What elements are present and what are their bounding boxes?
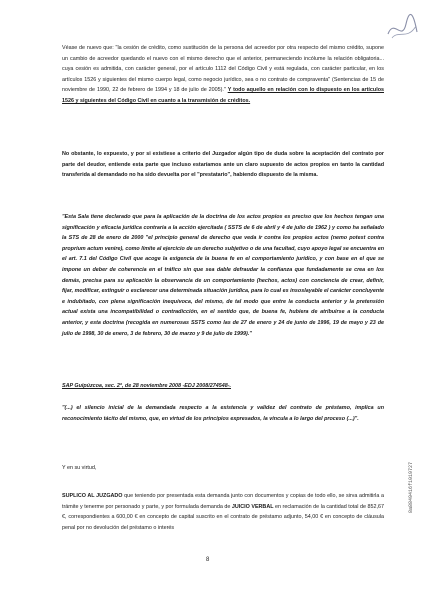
paragraph-cession-emphasis: Y todo aquello en relación con lo dispuesto en los artículos 1526 y siguientes del Código Civil en cuanto a la transmisión de créditos. bbox=[62, 87, 384, 104]
suplico-text-a: que teniendo por presentada esta demanda junto con documentos y copias de todo ello, se sirva admitirla a trámite y tenerme por personado y parte, y por formulada demanda de bbox=[62, 493, 385, 510]
paragraph-cession-quote bbox=[62, 43, 384, 107]
transition-line: Y en su virtud, bbox=[62, 465, 97, 471]
side-document-code: 8a8849416f1019727 bbox=[408, 462, 414, 514]
suplico-text-b: en reclamación de la cantidad total de 852,67 €, correspondientes a 600,00 € en concepto de capital suscrito en el contrato de préstamo adjunto, 54,00 € en concepto de cláusula penal por no devolución del préstamo o interés bbox=[62, 503, 384, 531]
juicio-verbal-label: JUICIO VERBAL bbox=[231, 503, 274, 510]
signature-mark bbox=[384, 12, 420, 48]
jurisprudence-quote: "Esta Sala tiene declarado que para la aplicación de la doctrina de los actos propios es preciso que los hechos tengan una significación y eficacia jurídica contraria a la acción ejercitada ( SSTS de 6 de abril y 4 de julio de 1962 ) y como ha señalado la STS de 28 de enero de 2000 "el principio general de derecho que veda ir contra los propios actos (nemo potest contra proprium actum venire), como límite al ejercicio de un derecho subjetivo o de una facultad, cuyo apoyo legal se encuentra en el art. 7.1 del Código Civil que acoge la exigencia de la buena fe en el comportamiento jurídico, y con base en el que se impone un deber de coherencia en el tráfico sin que sea dable defraudar la confianza que fundadamente se crea en los demás, precisa para su aplicación la observancia de un comportamiento (hechos, actos) con conciencia de crear, definir, fijar, modificar, extinguir o esclarecer una determinada situación jurídica, para lo cual es insoslayable el carácter concluyente e indubitado, con plena significación inequívoca, del mismo, de tal modo que entre la conducta anterior y la pretensión actual exista una incompatibilidad o contradicción, en el sentido que, de buena fe, hubiera de atribuirse a la conducta anterior, y esta doctrina (recogida en numerosas SSTS como las de 27 de enero y 24 de junio de 1996, 19 de mayo y 23 de julio de 1998, 30 de enero, 3 de febrero, 30 de marzo y 9 de julio de 1999)." bbox=[62, 214, 384, 337]
suplico-paragraph bbox=[62, 491, 384, 533]
page-number: 8 bbox=[206, 557, 210, 563]
paragraph-cession-text: Véase de nuevo que: "la cesión de crédito, como sustitución de la persona del acreedor por otra respecto del mismo crédito, supone un cambio de acreedor quedando el nuevo con el mismo derecho que el anterior, permaneciendo incólume la relación obligatoria... cuya cesión es admitida, con carácter general, por el artículo 1112 del Código Civil y está regulada, con carácter particular, en los artículos 1526 y siguientes del mismo cuerpo legal, como negocio jurídico, sea o no contrato de compraventa" (Sentencias de 15 de noviembre de 1990, 22 de febrero de 1994 y 18 de julio de 2005)." bbox=[62, 45, 384, 94]
paragraph-actos-propios: No obstante, lo expuesto, y por si existiese a criterio del Juzgador algún tipo de duda sobre la aceptación del contrato por parte del deudor, entiende esta parte que incluso estaríamos ante un claro supuesto de actos propios en tanto la cantidad transferida al demandado no ha sido devuelta por el "prestatario", habiendo dispuesto de la misma. bbox=[62, 151, 384, 179]
suplico-lead: SUPLICO AL JUZGADO bbox=[62, 493, 123, 499]
citation-excerpt: "(...) el silencio inicial de la demandada respecto a la existencia y validez del contrato de préstamo, implica un reconocimiento tácito del mismo, que, en virtud de los principios expresados, la vincula a lo largo del proceso (...)". bbox=[62, 405, 384, 422]
court-citation: SAP Guipúzcoa, sec. 2ª, de 28 noviembre 2008 -EDJ 2008/274548-. bbox=[62, 383, 231, 389]
